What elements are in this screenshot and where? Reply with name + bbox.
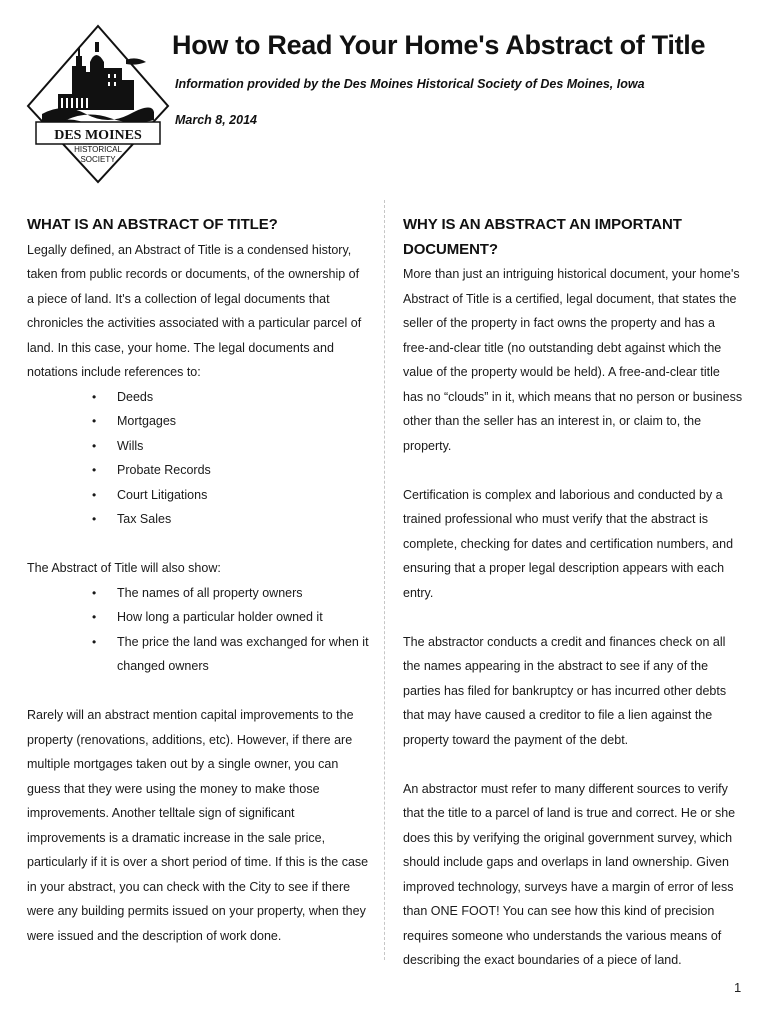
logo-name: DES MOINES	[54, 128, 142, 143]
list-item: • The names of all property owners	[27, 581, 369, 606]
list-item: • Probate Records	[27, 458, 369, 483]
page-number: 1	[734, 980, 742, 995]
left-intro: Legally defined, an Abstract of Title is a condensed history, taken from public records or documents, of the ownership of a piece of land. It's a collection of legal documents that chronicles the activities associated with a particular parcel of land. In this case, your home. The legal documents and notations include references to:	[27, 242, 362, 379]
document-date: March 8, 2014	[175, 113, 257, 127]
right-paragraph: An abstractor must refer to many different sources to verify that the title to a parcel of land is true and correct. He or she does this by verifying the original government survey, which should include gaps and overlaps in land ownership. Given improved technology, surveys have a margin of error of less than ONE FOOT! You can see how this kind of precision requires someone who understands the various means of describing the exact boundaries of a piece of land.	[403, 781, 736, 967]
left-closing: Rarely will an abstract mention capital improvements to the property (renovations, additions, etc). However, if there are multiple mortgages taken out by a single owner, you can guess that they were using the money to make those improvements. Another telltale sign of significant improvements is a dramatic increase in the sale price, particularly if it is over a short period of time. If this is the case in your abstract, you can check with the City to see if there were any building permits issued on your property, when they were issued and the description of work done.	[27, 708, 369, 943]
logo-line2: SOCIETY	[80, 155, 116, 164]
logo-line1: HISTORICAL	[74, 145, 122, 154]
des-moines-historical-society-logo	[24, 22, 172, 190]
list-item: • Tax Sales	[27, 507, 369, 532]
also-show-intro: The Abstract of Title will also show:	[27, 561, 221, 575]
right-column	[403, 213, 743, 973]
references-list	[27, 385, 369, 532]
list-item: • Wills	[27, 434, 369, 459]
document-subtitle: Information provided by the Des Moines Historical Society of Des Moines, Iowa	[175, 77, 645, 91]
list-item: • The price the land was exchanged for when it changed owners	[27, 630, 369, 679]
column-divider	[384, 200, 385, 960]
list-item: • Deeds	[27, 385, 369, 410]
right-paragraph: More than just an intriguing historical document, your home's Abstract of Title is a certified, legal document, that states the seller of the property in fact owns the property and has a free-and-clear title (no outstanding debt against which the value of the property would be held). A free-and-clear title has no “clouds” in it, which means that no person or business other than the seller has an interest in, or claim to, the property.	[403, 267, 743, 453]
left-column	[27, 213, 369, 948]
left-heading: WHAT IS AN ABSTRACT OF TITLE?	[27, 216, 278, 233]
right-paragraph: The abstractor conducts a credit and finances check on all the names appearing in the abstract to see if any of the parties has filed for bankruptcy or has incurred other debts that may have caused a creditor to file a lien against the property toward the payment of the debt.	[403, 634, 727, 747]
list-item: • Court Litigations	[27, 483, 369, 508]
city-skyline-river-icon	[24, 22, 172, 190]
right-paragraph: Certification is complex and laborious and conducted by a trained professional who must verify that the abstract is complete, checking for dates and certification numbers, and ensuring that a proper legal description appears with each entry.	[403, 487, 734, 600]
list-item: • Mortgages	[27, 409, 369, 434]
right-heading: WHY IS AN ABSTRACT AN IMPORTANT DOCUMENT?	[403, 216, 682, 258]
list-item: • How long a particular holder owned it	[27, 605, 369, 630]
document-title: How to Read Your Home's Abstract of Title	[172, 30, 706, 60]
also-show-list	[27, 581, 369, 679]
